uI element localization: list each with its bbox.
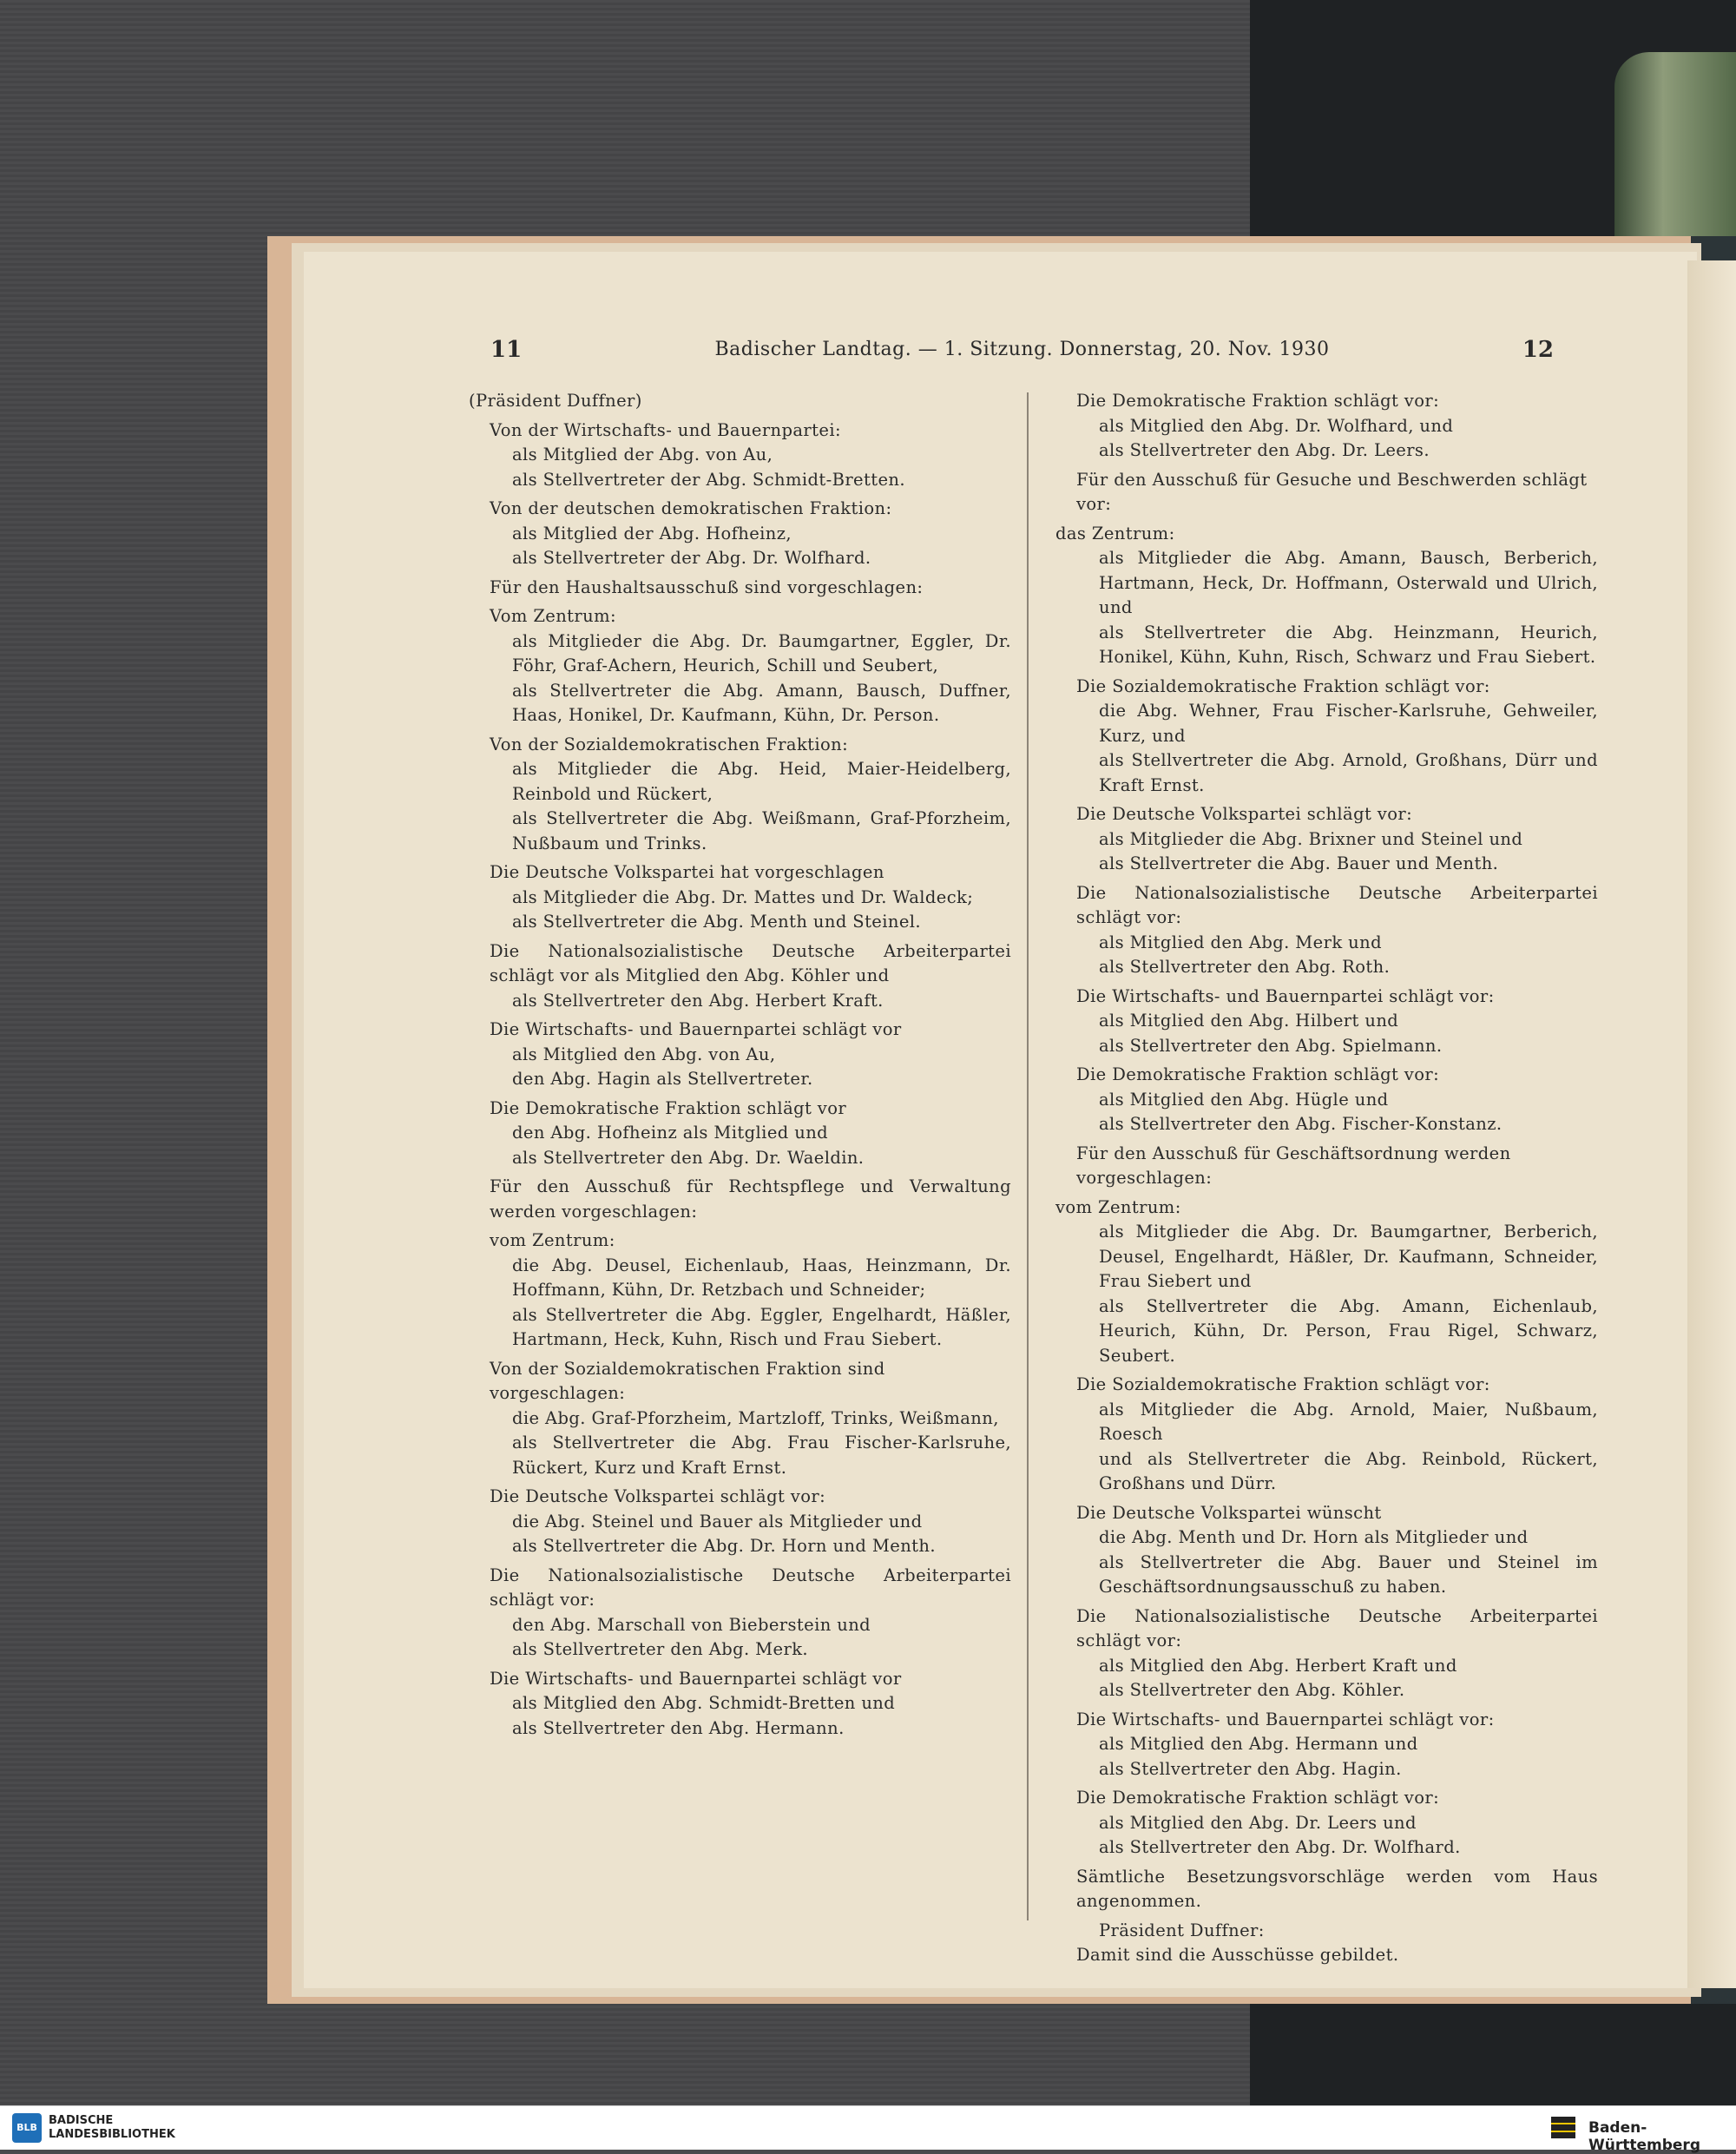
- paragraph: als Stellvertreter die Abg. Eggler, Engelhardt, Häßler, Hartmann, Heck, Kuhn, Risch und Frau Siebert.: [512, 1304, 1011, 1349]
- running-header: [490, 337, 1554, 372]
- paragraph: Die Deutsche Volkspartei schlägt vor:: [1076, 804, 1413, 824]
- paragraph: Sämtliche Besetzungsvorschläge werden vom Haus angenommen.: [1076, 1866, 1598, 1911]
- paragraph: Die Wirtschafts- und Bauernpartei schlägt vor:: [1076, 985, 1495, 1006]
- paragraph: Für den Ausschuß für Rechtspflege und Verwaltung werden vorgeschlagen:: [490, 1176, 1011, 1222]
- paragraph: als Stellvertreter den Abg. Herbert Kraft.: [512, 990, 884, 1011]
- paragraph: als Stellvertreter die Abg. Dr. Horn und Menth.: [512, 1536, 936, 1556]
- blb-logo[interactable]: BLB: [12, 2113, 42, 2143]
- paragraph: Die Nationalsozialistische Deutsche Arbeiterpartei schlägt vor:: [490, 1564, 1011, 1610]
- paragraph: als Stellvertreter die Abg. Heinzmann, Heurich, Honikel, Kühn, Kuhn, Risch, Schwarz und Frau Siebert.: [1099, 622, 1598, 667]
- paragraph: Vom Zentrum:: [490, 606, 616, 626]
- running-title: Badischer Landtag. — 1. Sitzung. Donnerstag, 20. Nov. 1930: [714, 339, 1330, 360]
- paragraph: als Stellvertreter den Abg. Dr. Leers.: [1099, 440, 1430, 460]
- paragraph: als Stellvertreter die Abg. Bauer und Steinel im Geschäftsordnungsausschuß zu haben.: [1099, 1551, 1598, 1597]
- paragraph: als Mitglied der Abg. von Au,: [512, 445, 773, 464]
- paragraph: den Abg. Hagin als Stellvertreter.: [512, 1069, 813, 1089]
- paragraph: als Stellvertreter der Abg. Dr. Wolfhard.: [512, 548, 871, 568]
- paragraph: als Stellvertreter den Abg. Köhler.: [1099, 1680, 1405, 1700]
- paragraph: vom Zentrum:: [1055, 1196, 1181, 1217]
- paragraph: als Mitglied den Abg. von Au,: [512, 1044, 776, 1064]
- paragraph: als Stellvertreter der Abg. Schmidt-Bretten.: [512, 469, 905, 490]
- paragraph: Die Nationalsozialistische Deutsche Arbeiterpartei schlägt vor als Mitglied den Abg. Köhler und: [490, 940, 1011, 985]
- paragraph: Die Wirtschafts- und Bauernpartei schlägt vor: [490, 1019, 902, 1039]
- paragraph: als Stellvertreter den Abg. Spielmann.: [1099, 1035, 1443, 1056]
- paragraph: als Stellvertreter den Abg. Hermann.: [512, 1717, 845, 1738]
- left-column: [469, 389, 1011, 1917]
- baden-wuerttemberg-label[interactable]: Baden-Württemberg: [1588, 2119, 1700, 2154]
- paragraph: als Mitglieder die Abg. Dr. Mattes und Dr. Waldeck;: [512, 886, 974, 907]
- paragraph: als Mitglieder die Abg. Arnold, Maier, Nußbaum, Roesch: [1099, 1399, 1598, 1444]
- paragraph: als Stellvertreter den Abg. Dr. Wolfhard.: [1099, 1837, 1461, 1857]
- paragraph: Die Deutsche Volkspartei schlägt vor:: [490, 1486, 826, 1506]
- paragraph: Für den Ausschuß für Gesuche und Beschwerden schlägt vor:: [1076, 469, 1588, 514]
- blb-line-1: BADISCHE: [49, 2114, 114, 2127]
- paragraph: als Mitglied den Abg. Hilbert und: [1099, 1011, 1399, 1031]
- paragraph: Für den Ausschuß für Geschäftsordnung werden vorgeschlagen:: [1076, 1143, 1511, 1188]
- paragraph: und als Stellvertreter die Abg. Reinbold, Rückert, Großhans und Dürr.: [1099, 1448, 1598, 1493]
- paragraph: Die Demokratische Fraktion schlägt vor:: [1076, 1788, 1440, 1808]
- paragraph: als Stellvertreter die Abg. Arnold, Großhans, Dürr und Kraft Ernst.: [1099, 750, 1598, 795]
- paragraph: Die Demokratische Fraktion schlägt vor: [490, 1097, 847, 1118]
- paragraph: als Stellvertreter die Abg. Frau Fischer-Karlsruhe, Rückert, Kurz und Kraft Ernst.: [512, 1433, 1011, 1478]
- paragraph: Die Sozialdemokratische Fraktion schlägt vor:: [1076, 675, 1490, 696]
- paragraph: Die Demokratische Fraktion schlägt vor:: [1076, 391, 1440, 411]
- paragraph: als Stellvertreter die Abg. Bauer und Menth.: [1099, 853, 1499, 873]
- paragraph: vom Zentrum:: [490, 1230, 615, 1250]
- paragraph: als Stellvertreter die Abg. Menth und Steinel.: [512, 912, 922, 932]
- paragraph: als Stellvertreter den Abg. Hagin.: [1099, 1758, 1402, 1779]
- paragraph: als Stellvertreter die Abg. Amann, Eichenlaub, Heurich, Kühn, Dr. Person, Frau Rigel, Schwarz, Seubert.: [1099, 1295, 1598, 1366]
- page-gutter: [1687, 260, 1736, 1988]
- blb-line-2: LANDESBIBLIOTHEK: [49, 2128, 175, 2141]
- paragraph: als Stellvertreter die Abg. Amann, Bausch, Duffner, Haas, Honikel, Dr. Kaufmann, Kühn, Dr. Person.: [512, 680, 1011, 725]
- paragraph: als Mitglieder die Abg. Dr. Baumgartner, Berberich, Deusel, Engelhardt, Häßler, Dr. Kaufmann, Schneider, Frau Siebert und: [1099, 1222, 1598, 1291]
- paragraph: als Mitglied den Abg. Schmidt-Bretten und: [512, 1693, 896, 1713]
- paragraph: Von der Sozialdemokratischen Fraktion sind vorgeschlagen:: [490, 1358, 885, 1403]
- page-number-right: 12: [1522, 337, 1554, 363]
- paragraph: Von der Sozialdemokratischen Fraktion:: [490, 734, 849, 754]
- paragraph: die Abg. Wehner, Frau Fischer-Karlsruhe, Gehweiler, Kurz, und: [1099, 701, 1598, 746]
- viewer-footer: [0, 2105, 1736, 2154]
- paragraph: als Mitglied den Abg. Dr. Leers und: [1099, 1812, 1417, 1833]
- paragraph: Die Wirtschafts- und Bauernpartei schlägt vor: [490, 1668, 902, 1689]
- paragraph: Die Deutsche Volkspartei wünscht: [1076, 1502, 1382, 1523]
- paragraph: die Abg. Deusel, Eichenlaub, Haas, Heinzmann, Dr. Hoffmann, Kühn, Dr. Retzbach und Schneider;: [512, 1255, 1011, 1300]
- paragraph: Die Nationalsozialistische Deutsche Arbeiterpartei schlägt vor:: [1076, 1605, 1598, 1650]
- paragraph: den Abg. Marschall von Bieberstein und: [512, 1614, 871, 1635]
- paragraph: als Mitglied der Abg. Hofheinz,: [512, 523, 792, 543]
- paragraph: als Mitglied den Abg. Hermann und: [1099, 1734, 1418, 1754]
- paragraph: das Zentrum:: [1055, 523, 1175, 543]
- speaker-note: Präsident Duffner:: [1099, 1920, 1265, 1940]
- paragraph: als Stellvertreter den Abg. Fischer-Konstanz.: [1099, 1114, 1503, 1134]
- paragraph: als Mitglied den Abg. Dr. Wolfhard, und: [1099, 415, 1454, 436]
- paragraph: als Mitglieder die Abg. Heid, Maier-Heidelberg, Reinbold und Rückert,: [512, 759, 1011, 804]
- paragraph: den Abg. Hofheinz als Mitglied und: [512, 1123, 829, 1143]
- paragraph: als Mitglieder die Abg. Brixner und Steinel und: [1099, 828, 1523, 849]
- paragraph: Damit sind die Ausschüsse gebildet.: [1076, 1945, 1399, 1965]
- baden-wuerttemberg-logo-icon[interactable]: [1549, 2115, 1577, 2141]
- column-divider: [1027, 392, 1029, 1920]
- paragraph: Die Sozialdemokratische Fraktion schlägt vor:: [1076, 1374, 1490, 1394]
- paragraph: als Mitglieder die Abg. Amann, Bausch, Berberich, Hartmann, Heck, Dr. Hoffmann, Osterwald und Ulrich, und: [1099, 548, 1598, 617]
- right-column: [1055, 389, 1598, 1965]
- paragraph: als Stellvertreter den Abg. Roth.: [1099, 957, 1391, 977]
- paragraph: Die Deutsche Volkspartei hat vorgeschlagen: [490, 862, 884, 882]
- paragraph: als Mitglied den Abg. Merk und: [1099, 932, 1382, 952]
- paragraph: die Abg. Menth und Dr. Horn als Mitglieder und: [1099, 1527, 1529, 1547]
- paragraph: als Stellvertreter die Abg. Weißmann, Graf-Pforzheim, Nußbaum und Trinks.: [512, 808, 1011, 853]
- book-spine-edge: [1614, 52, 1736, 243]
- paragraph: Die Demokratische Fraktion schlägt vor:: [1076, 1064, 1440, 1084]
- blb-wordmark[interactable]: [49, 2114, 175, 2142]
- speaker-note: (Präsident Duffner): [469, 391, 642, 411]
- paragraph: als Mitglied den Abg. Herbert Kraft und: [1099, 1655, 1457, 1676]
- paragraph: als Mitglied den Abg. Hügle und: [1099, 1089, 1389, 1110]
- paragraph: Die Nationalsozialistische Deutsche Arbeiterpartei schlägt vor:: [1076, 882, 1598, 927]
- paragraph: als Stellvertreter den Abg. Dr. Waeldin.: [512, 1147, 865, 1168]
- paragraph: als Stellvertreter den Abg. Merk.: [512, 1639, 809, 1659]
- paragraph: Für den Haushaltsausschuß sind vorgeschlagen:: [490, 576, 924, 597]
- page-number-left: 11: [490, 337, 523, 363]
- paragraph: Die Wirtschafts- und Bauernpartei schlägt vor:: [1076, 1709, 1495, 1729]
- paragraph: die Abg. Graf-Pforzheim, Martzloff, Trinks, Weißmann,: [512, 1407, 999, 1428]
- paragraph: als Mitglieder die Abg. Dr. Baumgartner, Eggler, Dr. Föhr, Graf-Achern, Heurich, Schill und Seubert,: [512, 630, 1011, 675]
- paragraph: Von der deutschen demokratischen Fraktion:: [490, 498, 892, 518]
- paragraph: die Abg. Steinel und Bauer als Mitglieder und: [512, 1511, 923, 1532]
- paragraph: Von der Wirtschafts- und Bauernpartei:: [490, 419, 841, 440]
